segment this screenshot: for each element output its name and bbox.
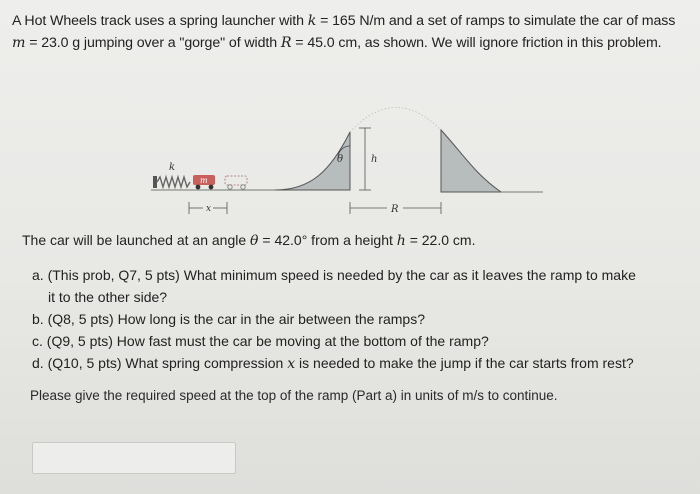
question-a-prefix: a. (32, 267, 48, 283)
question-d-text: What spring compression (121, 355, 288, 371)
launch-text-3: = 22.0 cm. (405, 232, 476, 248)
answer-input[interactable] (32, 442, 236, 474)
k-symbol: k (307, 13, 317, 29)
question-d-text-after: is needed to make the jump if the car starts from rest? (295, 355, 634, 371)
angle-label: θ (337, 154, 344, 165)
spring-icon (153, 176, 190, 188)
problem-intro (12, 10, 692, 54)
question-b-prefix: b. (32, 311, 48, 327)
launch-text-2: = 42.0° from a height (258, 232, 397, 248)
height-label: h (371, 154, 378, 165)
question-d (32, 352, 682, 375)
R-symbol: R (280, 35, 292, 51)
question-a-tag: (This prob, Q7, 5 pts) (47, 267, 180, 283)
intro-text-4: = 45.0 cm, as shown. We will ignore friction in this problem. (291, 35, 662, 51)
question-c-tag: (Q9, 5 pts) (46, 333, 113, 349)
theta-symbol: θ (250, 233, 259, 249)
question-b-text: How long is the car in the air between the ramps? (113, 311, 425, 327)
intro-text-3: = 23.0 g jumping over a "gorge" of width (25, 35, 281, 51)
spring-label: k (169, 162, 176, 173)
question-d-tag: (Q10, 5 pts) (47, 355, 122, 371)
car-label: m (200, 176, 208, 185)
launch-conditions (22, 232, 475, 249)
h-symbol: h (396, 233, 406, 249)
question-c (32, 330, 682, 352)
ramp-diagram (145, 92, 555, 222)
m-symbol: m (12, 35, 26, 51)
question-b (32, 308, 682, 330)
question-d-prefix: d. (32, 355, 48, 371)
question-list (32, 264, 682, 375)
compression-label: x (206, 204, 212, 214)
intro-text-1: A Hot Wheels track uses a spring launcher with (12, 13, 308, 29)
question-b-tag: (Q8, 5 pts) (47, 311, 114, 327)
car-ghost-icon (225, 176, 247, 189)
question-c-prefix: c. (32, 333, 47, 349)
landing-ramp (441, 130, 501, 192)
answer-instructions: Please give the required speed at the top of the ramp (Part a) in units of m/s to continue. (30, 388, 558, 403)
question-c-text: How fast must the car be moving at the bottom of the ramp? (112, 333, 489, 349)
x-symbol: x (287, 356, 296, 372)
gorge-label: R (391, 204, 399, 215)
question-a-text: What minimum speed is needed by the car as it leaves the ramp to make (179, 267, 636, 283)
question-a (32, 264, 682, 308)
intro-text-2: = 165 N/m and a set of ramps to simulate the car of mass (316, 13, 676, 29)
launch-text-1: The car will be launched at an angle (22, 232, 251, 248)
question-a-text-cont: it to the other side? (48, 289, 168, 305)
